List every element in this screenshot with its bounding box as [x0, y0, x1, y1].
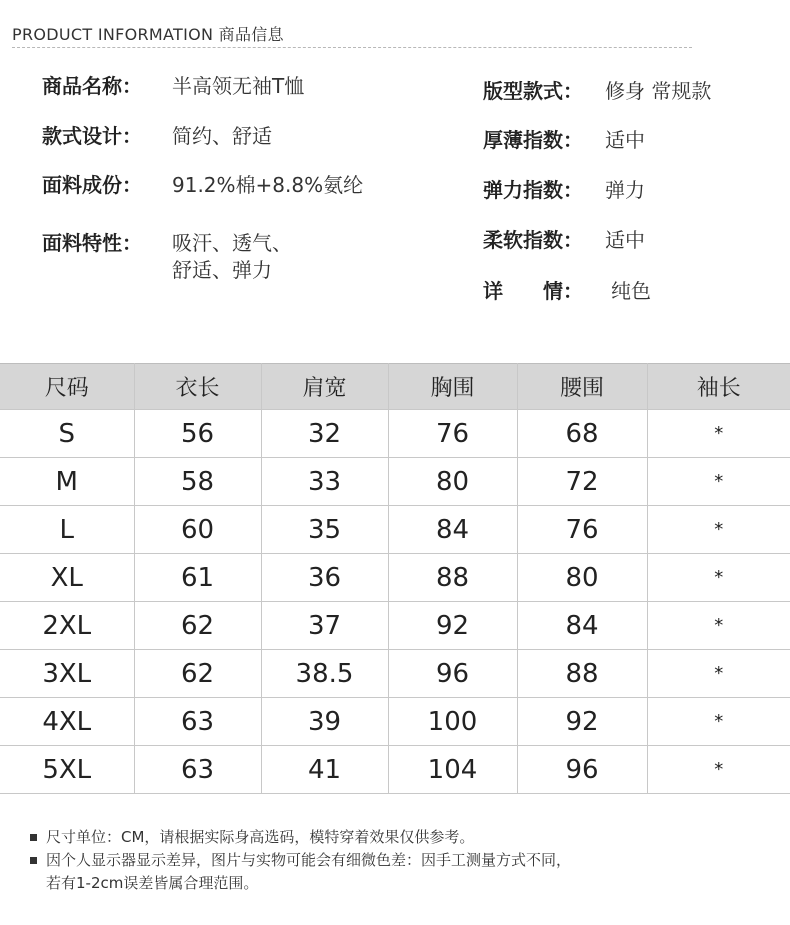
section-title: PRODUCT INFORMATION 商品信息	[12, 25, 284, 44]
size-cell: M	[0, 458, 134, 506]
info-label: 商品名称：	[42, 74, 142, 98]
info-value: 半高领无袖T恤	[172, 74, 305, 98]
measurement-cell: 58	[134, 458, 261, 506]
size-cell: S	[0, 410, 134, 458]
measurement-cell: *	[647, 554, 790, 602]
measurement-cell: 92	[517, 698, 647, 746]
size-table-row	[0, 602, 790, 650]
info-value-line2: 舒适、弹力	[172, 258, 272, 282]
section-header	[12, 18, 692, 48]
info-value: 适中	[605, 228, 645, 252]
info-value: 适中	[605, 128, 645, 152]
measurement-cell: 96	[517, 746, 647, 794]
measurement-cell: 63	[134, 746, 261, 794]
info-value: 弹力	[605, 178, 645, 202]
size-cell: 4XL	[0, 698, 134, 746]
size-table	[0, 363, 790, 794]
measurement-cell: *	[647, 698, 790, 746]
size-cell: XL	[0, 554, 134, 602]
info-label: 详 情：	[483, 279, 583, 303]
measurement-cell: 62	[134, 602, 261, 650]
measurement-cell: 84	[388, 506, 517, 554]
note-text: 因个人显示器显示差异，图片与实物可能会有细微色差：因手工测量方式不同，	[46, 851, 572, 869]
info-thickness	[483, 127, 783, 153]
info-value: 吸汗、透气、	[172, 231, 292, 255]
measurement-cell: 80	[517, 554, 647, 602]
measurement-cell: 84	[517, 602, 647, 650]
note-item	[30, 849, 571, 872]
size-table-row	[0, 698, 790, 746]
measurement-cell: 38.5	[261, 650, 388, 698]
measurement-cell: 39	[261, 698, 388, 746]
measurement-cell: 104	[388, 746, 517, 794]
size-table-row	[0, 506, 790, 554]
bullet-icon	[30, 857, 37, 864]
size-table-row	[0, 746, 790, 794]
measurement-cell: 100	[388, 698, 517, 746]
measurement-cell: 76	[517, 506, 647, 554]
info-elasticity	[483, 177, 783, 203]
measurement-cell: 76	[388, 410, 517, 458]
measurement-cell: 62	[134, 650, 261, 698]
measurement-cell: 72	[517, 458, 647, 506]
info-value: 简约、舒适	[172, 124, 272, 148]
size-cell: 3XL	[0, 650, 134, 698]
column-header: 腰围	[517, 364, 647, 410]
measurement-cell: 35	[261, 506, 388, 554]
measurement-cell: 63	[134, 698, 261, 746]
info-softness	[483, 227, 783, 253]
bullet-icon	[30, 834, 37, 841]
notes	[30, 826, 571, 895]
column-header: 肩宽	[261, 364, 388, 410]
measurement-cell: 96	[388, 650, 517, 698]
measurement-cell: *	[647, 506, 790, 554]
info-label: 版型款式：	[483, 79, 583, 103]
info-product-name	[42, 73, 442, 99]
size-table-header-row	[0, 364, 790, 410]
size-cell: 2XL	[0, 602, 134, 650]
info-value: 91.2%棉+8.8%氨纶	[172, 173, 364, 197]
measurement-cell: *	[647, 602, 790, 650]
measurement-cell: 92	[388, 602, 517, 650]
info-fit-style	[483, 78, 783, 104]
measurement-cell: *	[647, 746, 790, 794]
info-fabric-features	[42, 230, 442, 286]
info-label: 厚薄指数：	[483, 128, 583, 152]
column-header: 袖长	[647, 364, 790, 410]
note-text: 尺寸单位：CM，请根据实际身高选码，模特穿着效果仅供参考。	[46, 828, 475, 846]
measurement-cell: 88	[517, 650, 647, 698]
info-style-design	[42, 123, 442, 149]
measurement-cell: *	[647, 650, 790, 698]
info-value: 纯色	[611, 279, 651, 303]
measurement-cell: 61	[134, 554, 261, 602]
measurement-cell: 56	[134, 410, 261, 458]
measurement-cell: 37	[261, 602, 388, 650]
measurement-cell: 32	[261, 410, 388, 458]
size-table-row	[0, 458, 790, 506]
size-table-row	[0, 554, 790, 602]
info-value: 修身 常规款	[605, 79, 712, 103]
info-label: 柔软指数：	[483, 228, 583, 252]
measurement-cell: *	[647, 458, 790, 506]
info-label: 面料特性：	[42, 231, 142, 255]
note-item-continuation	[30, 872, 571, 895]
size-table-row	[0, 410, 790, 458]
measurement-cell: 88	[388, 554, 517, 602]
size-cell: 5XL	[0, 746, 134, 794]
size-cell: L	[0, 506, 134, 554]
measurement-cell: *	[647, 410, 790, 458]
column-header: 胸围	[388, 364, 517, 410]
info-label: 弹力指数：	[483, 178, 583, 202]
note-item	[30, 826, 571, 849]
measurement-cell: 68	[517, 410, 647, 458]
measurement-cell: 60	[134, 506, 261, 554]
measurement-cell: 36	[261, 554, 388, 602]
note-text: 若有1-2cm误差皆属合理范围。	[46, 874, 259, 892]
measurement-cell: 33	[261, 458, 388, 506]
info-label: 面料成份：	[42, 173, 142, 197]
column-header: 衣长	[134, 364, 261, 410]
measurement-cell: 41	[261, 746, 388, 794]
measurement-cell: 80	[388, 458, 517, 506]
size-table-row	[0, 650, 790, 698]
info-fabric-composition	[42, 172, 442, 198]
column-header: 尺码	[0, 364, 134, 410]
info-label: 款式设计：	[42, 124, 142, 148]
info-details	[483, 278, 783, 304]
